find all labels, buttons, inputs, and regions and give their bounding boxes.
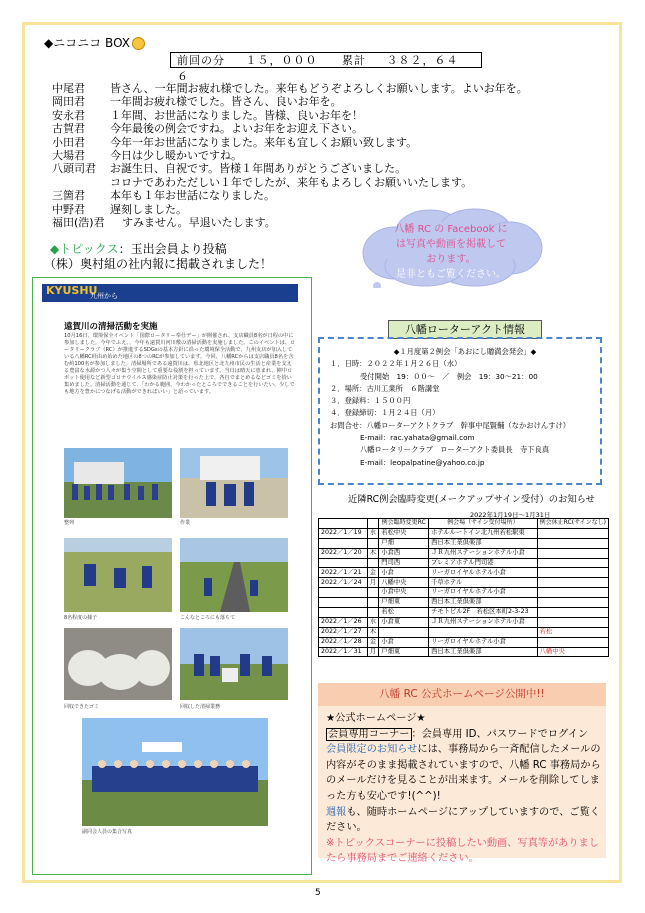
table-cell (537, 568, 608, 578)
photo-caption: 作業 (180, 520, 191, 526)
schedule-title: 近隣RC例会臨時変更(メークアップサイン受付）のお知らせ (348, 494, 595, 505)
table-cell: 2022／1／26 (319, 617, 368, 627)
members-corner-label: 会員専用コーナー (328, 728, 410, 740)
table-cell (537, 588, 608, 598)
member-message: すみません。早退いたします。 (122, 216, 276, 230)
table-cell (367, 588, 379, 598)
table-cell: リーガロイヤルホテル小倉 (429, 637, 538, 647)
rac-line: ３．登録料：１５００円 (330, 396, 411, 406)
rac-line: 受付開始 19：００～ ／ 例会 19：30～21：00 (360, 371, 538, 381)
table-cell: 戸畑 (379, 538, 429, 548)
table-cell (537, 608, 608, 618)
previous-value: １５，０００ (245, 54, 318, 67)
photo-collected (180, 628, 288, 700)
table-row (319, 588, 609, 598)
member-message: 皆さん、一年間お疲れ様でした。来年もどうぞよろしくお願いします。よいお年を。 (110, 82, 528, 95)
member-name: 岡田君 (52, 95, 85, 109)
cloud-line: 八幡 RC の Facebook に (394, 224, 508, 235)
member-name: 中野君 (52, 202, 85, 216)
table-cell: 金 (367, 568, 379, 578)
homepage-request: ※トピックスコーナーに投稿したい動画、写真等がありましたら事務局までご連絡ください。 (326, 837, 599, 865)
page-number: 5 (315, 888, 321, 898)
table-row (319, 538, 609, 548)
rac-email[interactable]: E-mail：leopalpatine@yahoo.co.jp (360, 457, 485, 467)
table-row (319, 578, 609, 588)
table-cell (537, 538, 608, 548)
photo-grass (64, 538, 172, 612)
table-cell: 水 (367, 528, 379, 538)
table-row (319, 617, 609, 627)
total-value: ３８２，６４６ (177, 54, 459, 83)
photo-caption: 整列 (64, 520, 75, 526)
member-message: お誕生日、自祝です。皆様１年間ありがとうございました。 (110, 162, 407, 176)
table-cell: 小倉 (379, 568, 429, 578)
table-row (319, 647, 609, 657)
table-cell (319, 558, 368, 568)
members-notice-label: 会員限定のお知らせ (326, 744, 418, 756)
rac-line: ２．場所：古川工業所 ６階講堂 (330, 383, 440, 393)
nikoniko-title: ◆ニコニコ BOX (44, 34, 145, 51)
table-cell: 千草ホテル (429, 578, 538, 588)
cloud-line: おります。 (426, 254, 476, 265)
message-row (52, 109, 572, 122)
table-cell (319, 608, 368, 618)
photo-caption: 回収できたゴミ (64, 704, 100, 710)
member-name: 安永君 (52, 108, 85, 122)
article-title: 遠賀川の清掃活動を実施 (64, 322, 158, 332)
message-row (52, 95, 572, 108)
homepage-text-3: も、随時ホームページにアップしていますので、ご覧ください。 (326, 806, 600, 834)
rac-title: 八幡ローターアクト情報 (388, 320, 542, 339)
table-cell: 戸畑東 (379, 598, 429, 608)
rac-line: １．日時：２０２２年１月２６日（水） (330, 359, 462, 369)
table-row (319, 568, 609, 578)
rac-email[interactable]: E-mail：rac.yahata@gmail.com (360, 433, 475, 443)
cloud-line: は写真や動画を掲載して (396, 239, 506, 250)
table-cell (537, 578, 608, 588)
photo-caption: 副同会人員の集合写真 (82, 829, 133, 835)
table-cell (537, 528, 608, 538)
photo-group (82, 718, 268, 826)
rac-line: ４．登録締切：１月２４日（月） (330, 408, 440, 418)
topics-subheading: （株）奥村組の社内報に掲載されました！ (44, 257, 273, 271)
table-cell: ＪＲ九州ステーションホテル小倉 (429, 617, 538, 627)
topics-text: ：玉出会員より投稿 (118, 242, 227, 256)
photo-lineup (64, 448, 172, 518)
total-label: 累計 (342, 54, 366, 67)
table-cell (537, 617, 608, 627)
table-cell (379, 627, 429, 637)
table-cell: 2022／1／20 (319, 548, 368, 558)
message-row (52, 136, 572, 149)
nikoniko-totals (170, 52, 482, 83)
table-cell: 2022／1／27 (319, 627, 368, 637)
homepage-text-1: ：会員専用 ID、パスワードでログイン (411, 728, 589, 740)
table-cell: 木 (367, 548, 379, 558)
rac-line: お問合せ：八幡ローターアクトクラブ 幹事中尾賢輔（なかおけんすけ） (330, 420, 571, 430)
kyushu-logo-sub: 九州から (90, 292, 118, 300)
table-cell: 小倉 (379, 637, 429, 647)
table-row (319, 627, 609, 637)
message-row (52, 189, 572, 202)
rac-content (330, 346, 600, 469)
table-cell (367, 538, 379, 548)
table-cell: 西日本工業倶楽部 (429, 598, 538, 608)
table-cell: 2022／1／31 (319, 647, 368, 657)
table-cell: 若松中央 (379, 528, 429, 538)
homepage-text (326, 711, 602, 867)
table-cell: 月 (367, 578, 379, 588)
homepage-heading: ★公式ホームページ★ (326, 713, 426, 724)
table-row (319, 598, 609, 608)
table-cell: ホテルルートイン北九州若松駅東 (429, 528, 538, 538)
member-message: 今年最後の例会ですね。よいお年をお迎え下さい。 (110, 122, 363, 136)
table-row (319, 548, 609, 558)
member-name (52, 176, 110, 189)
message-row (52, 176, 572, 189)
member-name: 三箇君 (52, 189, 85, 203)
member-message: 一年間お疲れ様でした。皆さん、良いお年を。 (110, 95, 342, 109)
photo-caption: こんなところにも落ちて (180, 615, 235, 621)
message-row (52, 122, 572, 135)
message-row (52, 149, 572, 162)
table-cell: 月 (367, 647, 379, 657)
photo-caption: 回収した清掃業務 (180, 704, 221, 710)
table-cell: 2022／1／19 (319, 528, 368, 538)
weekly-label: 週報 (326, 806, 347, 818)
table-cell (367, 558, 379, 568)
table-cell: 八幡中央 (379, 578, 429, 588)
article-body: 10月16日、環境保全イベント「国際ロータリー奉仕デー」が開催され、支店職員8名が日程の中に参加しました。今年でふえ、、今年も遠賀川河川敷の清掃活動を実施しました。このイベントは、ロータリークラブ（RC）が推進するSDGsの基本方針に沿った環境保全活動で、九州支店が加入している八幡RC経由め始めた地区の8つのRCが参加しています。今回、八幡RCからは支店職員8名を含む約100名が参加しました。清掃場所である遠賀川は、県北地区と北九州市民の生活と産業を支える豊富な水源かつ人々が集う空間として重要な役割を担っています。当日は晴天に恵まれ、陣中ロボット使用など新型コロナウイルス感染症防止対策を行った上で、各自でまとめるなどゴミを拾い集めました。清掃活動を通じて、「わかる範囲、今わかったところでできることを行いたい、少しでも地方を豊かにつなげる活動ができればいい」と語っています。 (64, 333, 296, 395)
photo-work (180, 448, 288, 518)
table-cell (319, 588, 368, 598)
table-cell: 水 (367, 617, 379, 627)
table-cell (537, 548, 608, 558)
table-cell: 2022／1／21 (319, 568, 368, 578)
table-cell (319, 538, 368, 548)
member-message: 本年も１年お世話になりました。 (110, 189, 275, 203)
member-message: 今日は少し暖かいですね。 (110, 149, 242, 163)
message-row (52, 162, 572, 175)
table-cell (537, 558, 608, 568)
schedule-table (318, 518, 609, 657)
member-name: 中尾君 (52, 82, 85, 95)
rac-line: ◆１月度第２例会「あおにし贈満会発会」◆ (393, 347, 537, 356)
table-cell (537, 637, 608, 647)
table-cell: 若松 (379, 608, 429, 618)
table-cell: 木 (367, 627, 379, 637)
message-row (52, 82, 572, 95)
table-header-row (319, 519, 609, 529)
member-name: 八頭司君 (52, 162, 96, 176)
kyushu-logo: KYUSHU (46, 284, 98, 297)
cloud-line: 是非ともご覧ください。 (396, 269, 506, 280)
table-row (319, 558, 609, 568)
member-name: 福田(浩)君 (52, 216, 105, 230)
table-header: 例会臨時変更RC (379, 519, 429, 529)
photo-road (180, 538, 288, 612)
table-cell: 小倉西 (379, 548, 429, 558)
table-row (319, 528, 609, 538)
table-cell: ＪＲ九州ステーションホテル小倉 (429, 548, 538, 558)
member-message: 今年一年お世話になりました。来年も宜しくお願い致します。 (110, 135, 418, 149)
table-header (319, 519, 368, 529)
schedule-range: 2022年1月19日～1月31日 (470, 511, 551, 519)
member-name: 大場君 (52, 149, 85, 163)
smile-icon (132, 37, 145, 50)
table-header (367, 519, 379, 529)
table-cell: 戸畑東 (379, 647, 429, 657)
table-cell: 2022／1／28 (319, 637, 368, 647)
table-cell: 金 (367, 637, 379, 647)
table-cell (367, 598, 379, 608)
table-cell: 小倉東 (379, 617, 429, 627)
table-cell: リーガロイヤルホテル小倉 (429, 588, 538, 598)
member-message: 遅刻しました。 (110, 202, 187, 216)
table-row (319, 608, 609, 618)
table-cell (319, 598, 368, 608)
table-cell: 八幡中央 (537, 647, 608, 657)
table-cell: 西日本工業倶楽部 (429, 538, 538, 548)
homepage-banner: 八幡 RC 公式ホームページ公開中!! (318, 683, 606, 706)
previous-label: 前回の分 (177, 54, 225, 67)
table-cell: 若松 (537, 627, 608, 637)
table-header: 例会場（サイン受付場所） (429, 519, 538, 529)
table-cell: 2022／1／24 (319, 578, 368, 588)
table-cell: リーガロイヤルホテル小倉 (429, 568, 538, 578)
table-cell: プレミアホテル門司港 (429, 558, 538, 568)
facebook-cloud-text (378, 222, 524, 282)
member-message: １年間、お世話になりました。皆様、良いお年を！ (110, 108, 363, 122)
topics-mark: ◆トピックス (50, 242, 119, 256)
table-row (319, 637, 609, 647)
photo-caption: 8名程度の様子 (64, 615, 98, 621)
table-cell (429, 627, 538, 637)
photo-garbage (64, 628, 172, 700)
table-cell: 西日本工業倶楽部 (429, 647, 538, 657)
homepage-text-2: には、事務局から一斉配信したメールの内容がそのまま掲載されていますので、八幡 RC 事務局からのメールだけを見ることが出来ます。メールを削除してしまった方も安心です!(^^)! (326, 744, 601, 802)
member-name: 小田君 (52, 135, 85, 149)
table-cell (537, 598, 608, 608)
member-message: コロナであわただしい１年でしたが、来年もよろしくお願いいたします。 (110, 175, 473, 189)
rac-line: 八幡ロータリークラブ ローターアクト委員長 寺下良真 (360, 445, 550, 455)
table-cell: チモトビル2F 若松区本町2-3-23 (429, 608, 538, 618)
table-cell: 小倉中央 (379, 588, 429, 598)
table-header: 例会休止RC(サインなし) (537, 519, 608, 529)
table-cell (367, 608, 379, 618)
table-cell: 門司西 (379, 558, 429, 568)
member-name: 古賀君 (52, 122, 85, 136)
